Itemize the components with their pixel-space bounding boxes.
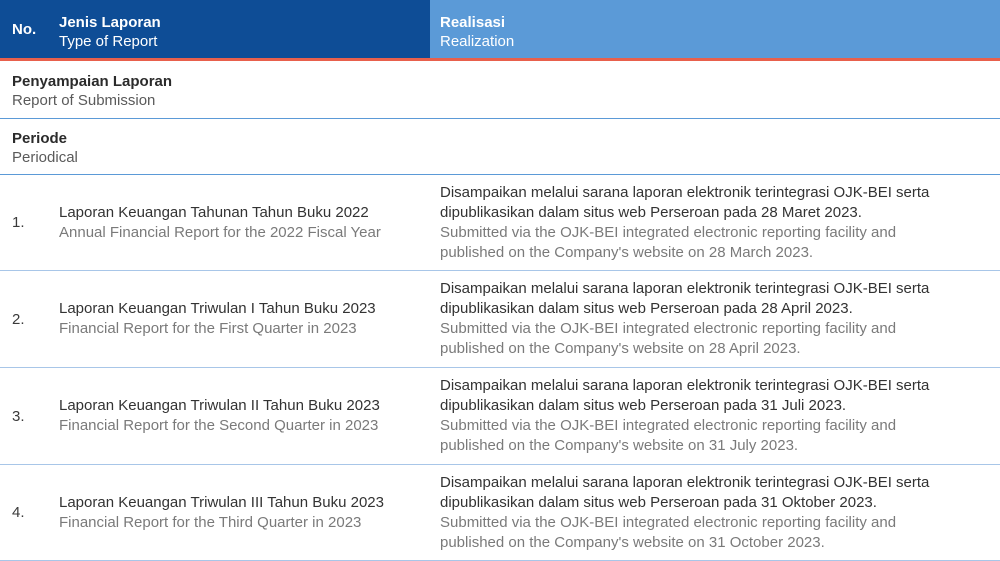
section-periodical bbox=[0, 119, 1000, 175]
row-number: 2. bbox=[12, 310, 25, 328]
realization-en-line-2: published on the Company's website on 28 April 2023. bbox=[440, 340, 801, 357]
row-realization bbox=[430, 465, 1000, 560]
realization-id-line-1: Disampaikan melalui sarana laporan elektronik terintegrasi OJK-BEI serta bbox=[440, 183, 930, 201]
header-type-title: Jenis Laporan bbox=[59, 14, 161, 31]
report-type-id: Laporan Keuangan Triwulan I Tahun Buku 2023 bbox=[59, 300, 376, 317]
row-number: 3. bbox=[12, 407, 25, 425]
header-realization bbox=[430, 0, 1000, 58]
realization-en-line-2: published on the Company's website on 31 October 2023. bbox=[440, 533, 825, 551]
realization-en-line-1: Submitted via the OJK-BEI integrated electronic reporting facility and bbox=[440, 513, 897, 531]
report-type-en: Financial Report for the Third Quarter in 2023 bbox=[59, 513, 362, 531]
section-report-submission bbox=[0, 61, 1000, 119]
table-row bbox=[0, 465, 1000, 561]
realization-en-line-1: Submitted via the OJK-BEI integrated electronic reporting facility and bbox=[440, 223, 897, 241]
realization-id-line-2: dipublikasikan dalam situs web Perseroan pada 28 Maret 2023. bbox=[440, 203, 862, 221]
row-realization bbox=[430, 368, 1000, 464]
report-type-en: Annual Financial Report for the 2022 Fiscal Year bbox=[59, 223, 381, 241]
realization-en-line-2: published on the Company's website on 31 July 2023. bbox=[440, 437, 799, 454]
table-row bbox=[0, 368, 1000, 465]
table-header bbox=[0, 0, 1000, 61]
realization-id-line-1: Disampaikan melalui sarana laporan elektronik terintegrasi OJK-BEI serta bbox=[440, 377, 930, 394]
header-no bbox=[0, 0, 48, 58]
realization-id-line-2: dipublikasikan dalam situs web Perseroan pada 31 Oktober 2023. bbox=[440, 493, 877, 511]
report-type-id: Laporan Keuangan Tahunan Tahun Buku 2022 bbox=[59, 203, 369, 221]
row-report-type bbox=[48, 465, 430, 560]
row-realization bbox=[430, 175, 1000, 270]
header-no-label: No. bbox=[12, 20, 37, 38]
report-type-id: Laporan Keuangan Triwulan II Tahun Buku 2023 bbox=[59, 397, 380, 414]
report-type-id: Laporan Keuangan Triwulan III Tahun Buku 2023 bbox=[59, 493, 384, 511]
row-number: 4. bbox=[12, 504, 25, 521]
section-title: Periode bbox=[12, 130, 68, 147]
realization-en-line-2: published on the Company's website on 28 March 2023. bbox=[440, 243, 814, 261]
row-realization bbox=[430, 271, 1000, 367]
header-type-subtitle: Type of Report bbox=[59, 33, 158, 50]
report-type-en: Financial Report for the Second Quarter in 2023 bbox=[59, 417, 379, 434]
realization-id-line-1: Disampaikan melalui sarana laporan elektronik terintegrasi OJK-BEI serta bbox=[440, 280, 930, 297]
row-report-type bbox=[48, 368, 430, 464]
header-real-title: Realisasi bbox=[440, 14, 506, 31]
realization-id-line-2: dipublikasikan dalam situs web Perseroan pada 28 April 2023. bbox=[440, 300, 853, 317]
table-row bbox=[0, 271, 1000, 368]
header-real-subtitle: Realization bbox=[440, 33, 515, 50]
realization-id-line-1: Disampaikan melalui sarana laporan elektronik terintegrasi OJK-BEI serta bbox=[440, 473, 930, 491]
realization-id-line-2: dipublikasikan dalam situs web Perseroan pada 31 Juli 2023. bbox=[440, 397, 847, 414]
table-row bbox=[0, 175, 1000, 271]
section-subtitle: Periodical bbox=[12, 149, 78, 166]
section-subtitle: Report of Submission bbox=[12, 92, 156, 109]
row-number: 1. bbox=[12, 214, 25, 231]
row-report-type bbox=[48, 271, 430, 367]
realization-en-line-1: Submitted via the OJK-BEI integrated electronic reporting facility and bbox=[440, 320, 897, 337]
section-title: Penyampaian Laporan bbox=[12, 73, 173, 90]
report-type-en: Financial Report for the First Quarter in 2023 bbox=[59, 320, 357, 337]
header-type-of-report bbox=[48, 0, 430, 58]
realization-en-line-1: Submitted via the OJK-BEI integrated electronic reporting facility and bbox=[440, 417, 897, 434]
row-report-type bbox=[48, 175, 430, 270]
